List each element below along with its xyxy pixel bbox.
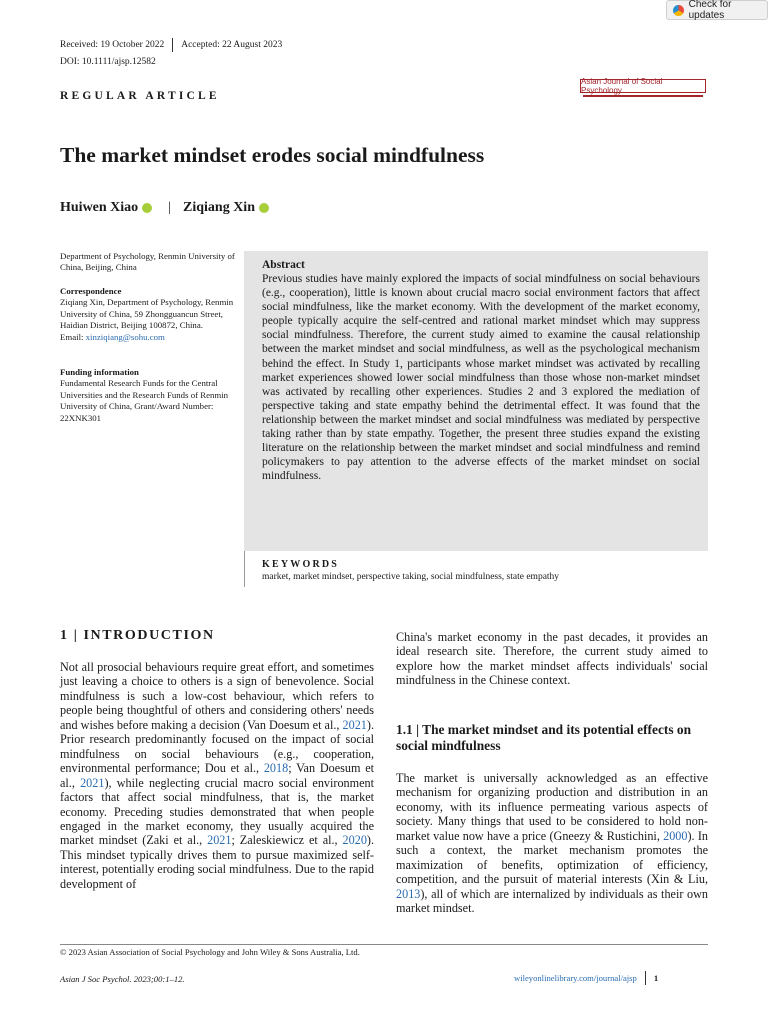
keywords-heading: KEYWORDS (262, 559, 340, 570)
section-1-1-heading: 1.1 | The market mindset and its potential effects on social mindfulness (396, 722, 692, 753)
text-run: ; Zaleskiewicz et al., (231, 833, 343, 848)
email-label: Email: (60, 331, 84, 342)
citation-link[interactable]: 2013 (396, 886, 421, 901)
citation-link[interactable]: 2018 (263, 761, 289, 776)
footer-rule (60, 944, 708, 945)
check-for-updates-button[interactable] (666, 0, 768, 20)
affiliation: Department of Psychology, Renmin University of China, Beijing, China (60, 251, 235, 273)
article-type: REGULAR ARTICLE (60, 90, 220, 102)
divider (645, 971, 646, 985)
received-date: Received: 19 October 2022 (60, 40, 165, 50)
text-run: ). In such a context, the market mechanism promotes the maximization of benefits, optimization of efficiency, competition, and the pursuit of material interests (Xin & Liu, (396, 828, 708, 887)
correspondence-text: Ziqiang Xin, Department of Psychology, Renmin University of China, 59 Zhongguancun Street, Haidian District, Beijing 100872, China. (60, 297, 234, 331)
accepted-date: Accepted: 22 August 2023 (181, 40, 283, 50)
page-number: 1 (653, 973, 659, 983)
abstract-text: Previous studies have mainly explored the impacts of social mindfulness on social behaviours (e.g., cooperation), little is known about crucial macro social environment factors that affect social mindfulness, like the market economy. With the development of the market economy, people typically acquire the self-centred and rational market mindset which may suppress social mindfulness. Therefore, the current study aimed to examine the causal relationship between the market mindset and social mindfulness, as well as the psychological mechanism behind the effect. In Study 1, participants whose market mindset was activated by recalling market experiences showed lower social mindfulness than those whose non-market mindset was activated by recalling other experiences. Studies 2 and 3 explored the mediation of perspective taking and state empathy behind the detrimental effect. It was found that the relationship between the market mindset and social mindfulness was mediated by perspective taking rather than by state empathy. Together, the present three studies expand the existing literature on the relationship between the market mindset and social mindfulness and remind policymakers to pay attention to the adverse effects of the market mindset on social mindfulness. (262, 273, 700, 483)
author-name[interactable]: Huiwen Xiao (60, 200, 139, 215)
text-run: ), while neglecting crucial macro social environment factors that affect social mindfulness, that is, the market economy. Preceding studies demonstrated that when people engaged in the market economy, they usually acquired the market mindset (Zaki et al., (60, 775, 375, 848)
introduction-paragraph (60, 660, 374, 891)
crossmark-icon (673, 5, 684, 16)
introduction-heading: 1 | INTRODUCTION (60, 628, 215, 643)
author-separator: | (168, 200, 171, 215)
text-run: ). This mindset typically drives them to pursue maximized self-interest, potentially eroding social mindfulness. Due to the rapid development of (60, 833, 375, 891)
text-run: ; Van Doesum et al., (60, 761, 374, 790)
section-1-1-paragraph (396, 771, 708, 916)
check-for-updates-label: Check for updates (688, 0, 732, 21)
citation-link[interactable]: 2021 (342, 717, 367, 732)
orcid-icon[interactable] (142, 203, 152, 213)
funding-label: Funding information (60, 367, 139, 377)
funding-information (60, 367, 235, 424)
author-list (60, 200, 273, 216)
article-title: The market mindset erodes social mindfulness (60, 143, 485, 167)
correspondence-label: Correspondence (60, 286, 122, 296)
abstract-box (244, 251, 708, 551)
text-run: The market is universally acknowledged as an effective mechanism for organizing production and distribution in an economy, with its influence permeating various aspects of society. Many things that used to be considered to hold non-market value now have a price (Gneezy & Rustichini, (396, 771, 708, 843)
keywords-text: market, market mindset, perspective taking, social mindfulness, state empathy (262, 572, 560, 582)
journal-logo (580, 79, 706, 93)
citation-link[interactable]: 2021 (207, 833, 232, 848)
journal-url-link[interactable]: wileyonlinelibrary.com/journal/ajsp (514, 973, 637, 983)
copyright: © 2023 Asian Association of Social Psychology and John Wiley & Sons Australia, Ltd. (60, 947, 360, 957)
journal-name: Asian Journal of Social Psychology (581, 77, 663, 95)
footer-right (514, 971, 658, 985)
citation-link[interactable]: 2020 (342, 833, 367, 848)
email-link[interactable]: xinziqiang@sohu.com (85, 331, 165, 342)
text-run: ). Prior research predominantly focused on the impact of social mindfulness on social behaviours (e.g., cooperation, environmental performance; Dou et al., (60, 717, 374, 776)
doi: DOI: 10.1111/ajsp.12582 (60, 57, 156, 67)
text-run: Not all prosocial behaviours require great effort, and sometimes just leaving a choice to others is a sign of benevolence. Social mindfulness is such a low-cost behaviour, which refers to people being thoughtful of others and considering others' needs and wishes before making a decision (Van Doesum et al., (60, 660, 374, 732)
introduction-paragraph-continued: China's market economy in the past decades, it provides an ideal research site. Therefore, the current study aimed to explore how the market mindset affects individuals' social mindfulness in the Chinese context. (396, 630, 708, 688)
citation-link[interactable]: 2021 (80, 775, 105, 790)
divider (172, 38, 173, 52)
abstract-heading: Abstract (262, 259, 305, 271)
orcid-icon[interactable] (259, 203, 269, 213)
text-run: ), all of which are internalized by individuals as their own market mindset. (396, 886, 708, 916)
correspondence (60, 286, 235, 343)
author-name[interactable]: Ziqiang Xin (183, 200, 255, 215)
journal-citation: Asian J Soc Psychol. 2023;00:1–12. (60, 974, 185, 984)
dates-row (60, 38, 282, 52)
citation-link[interactable]: 2000 (663, 828, 688, 843)
funding-text: Fundamental Research Funds for the Central Universities and the Research Funds of Renmin University of China, Grant/Award Number: 22XNK301 (60, 378, 229, 423)
